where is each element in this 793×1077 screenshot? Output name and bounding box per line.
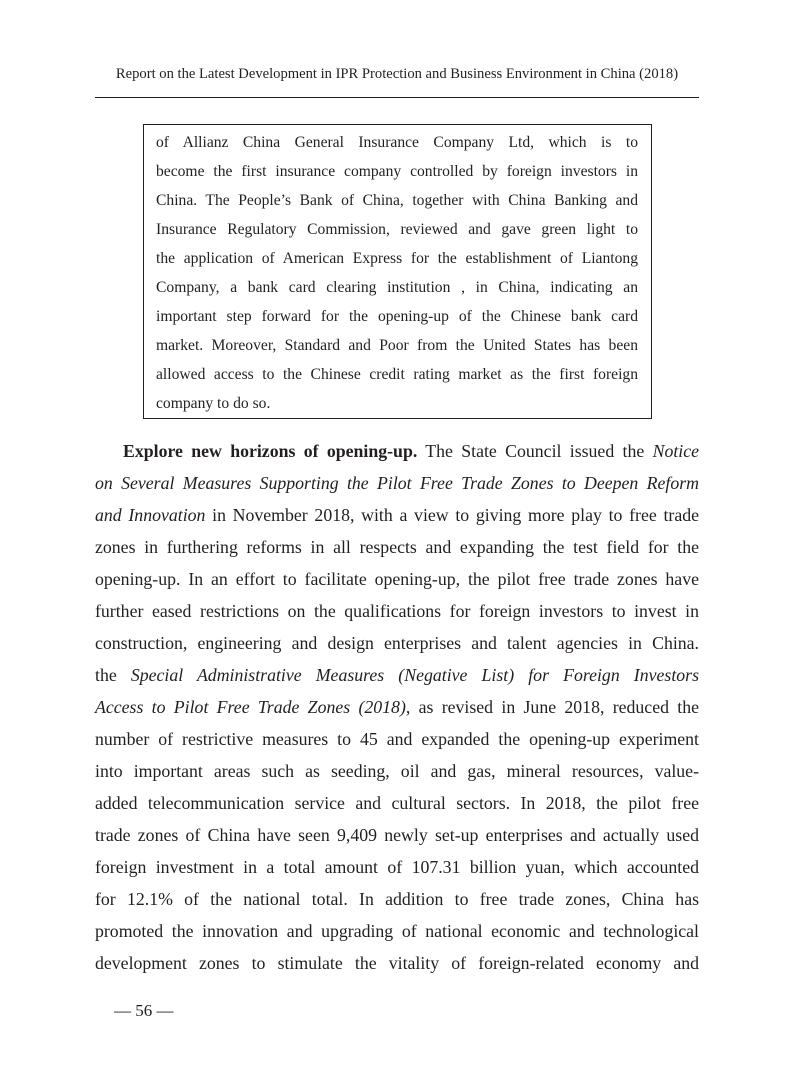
body-line: construction, engineering and design enterprises and talent agencies in China. <box>95 633 699 653</box>
body-line <box>95 664 699 686</box>
document-title: Special Administrative Measures (Negative List) for Foreign Investors <box>130 665 699 685</box>
body-line: opening-up. In an effort to facilitate opening-up, the pilot free trade zones have <box>95 569 699 589</box>
body-line: trade zones of China have seen 9,409 newly set-up enterprises and actually used <box>95 825 699 845</box>
boxed-case-text <box>143 124 652 419</box>
box-line: Company, a bank card clearing institution , in China, indicating an <box>156 279 638 296</box>
running-header: Report on the Latest Development in IPR Protection and Business Environment in China (2018) <box>115 66 679 82</box>
body-line: further eased restrictions on the qualifications for foreign investors to invest in <box>95 601 699 621</box>
body-text: , as revised in June 2018, reduced the <box>405 697 699 717</box>
page-number: — 56 — <box>114 1001 174 1020</box>
box-line: the application of American Express for the establishment of Liantong <box>156 250 638 267</box>
body-line <box>95 696 699 718</box>
section-lead-in: Explore new horizons of opening-up. <box>123 441 418 461</box>
box-line: market. Moreover, Standard and Poor from the United States has been <box>156 337 638 354</box>
body-text: The State Council issued the <box>417 441 653 461</box>
body-text: the <box>95 665 131 685</box>
document-title: on Several Measures Supporting the Pilot Free Trade Zones to Deepen Reform <box>95 473 699 493</box>
box-line: become the first insurance company controlled by foreign investors in <box>156 163 638 180</box>
box-line: of Allianz China General Insurance Company Ltd, which is to <box>156 134 638 151</box>
box-line: company to do so. <box>156 395 271 412</box>
body-line: for 12.1% of the national total. In addition to free trade zones, China has <box>95 889 699 909</box>
box-line: China. The People’s Bank of China, together with China Banking and <box>156 192 638 209</box>
body-line: foreign investment in a total amount of 107.31 billion yuan, which accounted <box>95 857 699 877</box>
document-title: Access to Pilot Free Trade Zones (2018) <box>95 697 406 717</box>
body-text: in November 2018, with a view to giving more play to free trade <box>205 505 699 525</box>
box-line: important step forward for the opening-up of the Chinese bank card <box>156 308 638 325</box>
document-title: and Innovation <box>95 505 206 525</box>
box-line: Insurance Regulatory Commission, reviewed and gave green light to <box>156 221 638 238</box>
body-line: into important areas such as seeding, oil and gas, mineral resources, value- <box>95 761 699 781</box>
body-line <box>95 472 699 494</box>
body-line: development zones to stimulate the vitality of foreign-related economy and <box>95 953 699 973</box>
box-line: allowed access to the Chinese credit rating market as the first foreign <box>156 366 638 383</box>
body-line: number of restrictive measures to 45 and expanded the opening-up experiment <box>95 729 699 749</box>
header-rule <box>95 97 699 98</box>
document-title: Notice <box>652 441 700 461</box>
body-line: zones in furthering reforms in all respects and expanding the test field for the <box>95 537 699 557</box>
body-line: added telecommunication service and cultural sectors. In 2018, the pilot free <box>95 793 699 813</box>
body-line: promoted the innovation and upgrading of national economic and technological <box>95 921 699 941</box>
body-line <box>95 504 699 526</box>
body-line <box>123 440 699 462</box>
